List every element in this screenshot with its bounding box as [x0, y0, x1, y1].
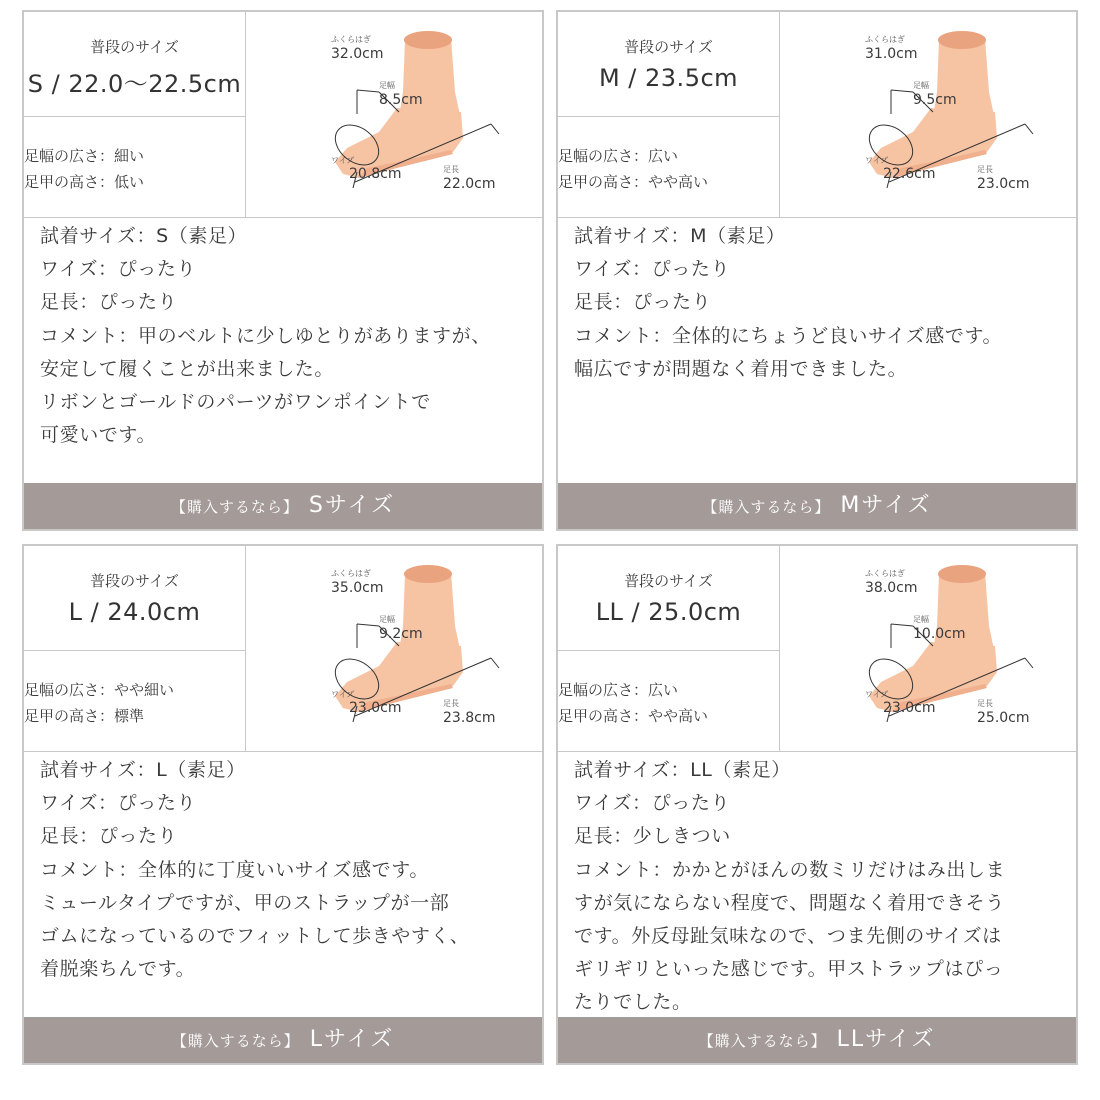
usual-size-box — [24, 12, 245, 117]
foot-measurement-diagram — [247, 12, 542, 217]
foot-width-value: 9.2cm — [379, 626, 423, 642]
review-line: ゴムになっているのでフィットして歩きやすく、 — [40, 925, 470, 948]
buy-recommendation-bar — [558, 483, 1076, 529]
profile-column — [24, 546, 246, 751]
instep-height-text: 足甲の高さ：標準 — [24, 707, 145, 725]
length-caption: 足長 — [443, 699, 459, 708]
review-line: 可愛いです。 — [40, 424, 157, 447]
usual-size-box — [24, 546, 245, 651]
length-value: 25.0cm — [977, 710, 1030, 726]
size-review-card — [22, 544, 544, 1065]
wise-caption: ワイズ — [331, 690, 355, 699]
foot-width-value: 9.5cm — [913, 92, 957, 108]
size-review-card — [556, 10, 1078, 531]
buy-recommendation-bar — [558, 1017, 1076, 1063]
foot-width-text: 足幅の広さ：やや細い — [24, 681, 175, 699]
review-line: 足長：ぴったり — [40, 825, 178, 848]
foot-illustration — [247, 546, 542, 751]
buy-size-label: Sサイズ — [308, 493, 396, 518]
usual-size-label: 普段のサイズ — [90, 572, 179, 590]
foot-width-text: 足幅の広さ：広い — [558, 681, 679, 699]
size-review-card — [556, 544, 1078, 1065]
foot-shape-box — [24, 117, 245, 217]
length-value: 22.0cm — [443, 176, 496, 192]
foot-width-text: 足幅の広さ：細い — [24, 147, 145, 165]
review-line: 試着サイズ：L（素足） — [40, 759, 246, 781]
calf-value: 31.0cm — [865, 46, 918, 62]
profile-column — [24, 12, 246, 217]
foot-width-caption: 足幅 — [913, 615, 929, 624]
wise-value: 23.0cm — [883, 700, 936, 716]
wise-value: 22.6cm — [883, 166, 936, 182]
card-header — [558, 546, 1076, 752]
foot-width-text: 足幅の広さ：広い — [558, 147, 679, 165]
foot-illustration — [781, 12, 1076, 217]
calf-value: 35.0cm — [331, 580, 384, 596]
foot-width-value: 10.0cm — [913, 626, 966, 642]
review-line: 安定して履くことが出来ました。 — [40, 357, 335, 380]
usual-size-value: S / 22.0〜22.5cm — [27, 70, 242, 98]
review-line: リボンとゴールドのパーツがワンポイントで — [40, 391, 431, 414]
profile-column — [558, 546, 780, 751]
usual-size-value: LL / 25.0cm — [595, 598, 742, 626]
foot-width-caption: 足幅 — [379, 615, 395, 624]
review-line: 幅広ですが問題なく着用できました。 — [574, 357, 908, 380]
review-line: 着脱楽ちんです。 — [40, 958, 196, 981]
foot-shape-box — [24, 651, 245, 751]
buy-prefix-label: 【購入するなら】 — [171, 1032, 300, 1050]
length-caption: 足長 — [977, 699, 993, 708]
foot-width-caption: 足幅 — [913, 81, 929, 90]
review-text — [574, 220, 1074, 386]
length-caption: 足長 — [977, 165, 993, 174]
review-line: 試着サイズ：LL（素足） — [574, 759, 791, 781]
foot-measurement-diagram — [247, 546, 542, 751]
review-line: ギリギリといった感じです。甲ストラップはぴっ — [574, 958, 1004, 981]
buy-recommendation-bar — [24, 1017, 542, 1063]
usual-size-value: M / 23.5cm — [598, 64, 739, 92]
buy-recommendation-bar — [24, 483, 542, 529]
card-header — [24, 546, 542, 752]
length-value: 23.8cm — [443, 710, 496, 726]
card-header — [558, 12, 1076, 218]
buy-prefix-label: 【購入するなら】 — [698, 1032, 827, 1050]
calf-value: 32.0cm — [331, 46, 384, 62]
review-line: ワイズ：ぴったり — [574, 258, 731, 281]
usual-size-value: L / 24.0cm — [68, 598, 201, 626]
review-line: 足長：少しきつい — [574, 825, 731, 848]
foot-width-caption: 足幅 — [379, 81, 395, 90]
instep-height-text: 足甲の高さ：低い — [24, 173, 145, 191]
buy-size-label: Mサイズ — [840, 493, 932, 518]
review-line: ワイズ：ぴったり — [40, 258, 197, 281]
instep-height-text: 足甲の高さ：やや高い — [558, 173, 709, 191]
review-line: です。外反母趾気味なので、つま先側のサイズは — [574, 925, 1002, 948]
foot-measurement-diagram — [781, 546, 1076, 751]
review-line: たりでした。 — [574, 991, 692, 1014]
profile-column — [558, 12, 780, 217]
usual-size-label: 普段のサイズ — [90, 38, 179, 56]
foot-shape-box — [558, 651, 779, 751]
review-line: すが気にならない程度で、問題なく着用できそう — [574, 891, 1005, 914]
review-line: コメント：全体的にちょうど良いサイズ感です。 — [574, 324, 1003, 347]
review-line: コメント：全体的に丁度いいサイズ感です。 — [40, 858, 429, 881]
review-text — [574, 754, 1074, 1020]
review-line: 試着サイズ：M（素足） — [574, 225, 786, 247]
review-line: 足長：ぴったり — [40, 291, 178, 314]
wise-value: 23.0cm — [349, 700, 402, 716]
buy-size-label: Lサイズ — [309, 1027, 395, 1052]
usual-size-label: 普段のサイズ — [624, 572, 713, 590]
buy-prefix-label: 【購入するなら】 — [702, 498, 831, 516]
foot-illustration — [247, 12, 542, 217]
calf-value: 38.0cm — [865, 580, 918, 596]
usual-size-box — [558, 546, 779, 651]
wise-caption: ワイズ — [331, 156, 355, 165]
foot-illustration — [781, 546, 1076, 751]
usual-size-label: 普段のサイズ — [624, 38, 713, 56]
buy-prefix-label: 【購入するなら】 — [170, 498, 299, 516]
review-line: ワイズ：ぴったり — [40, 792, 197, 815]
review-line: ワイズ：ぴったり — [574, 792, 731, 815]
foot-shape-box — [558, 117, 779, 217]
wise-value: 20.8cm — [349, 166, 402, 182]
review-line: 足長：ぴったり — [574, 291, 712, 314]
foot-width-value: 8.5cm — [379, 92, 423, 108]
foot-measurement-diagram — [781, 12, 1076, 217]
calf-caption: ふくらはぎ — [331, 35, 371, 44]
review-line: コメント：甲のベルトに少しゆとりがありますが、 — [40, 324, 491, 347]
length-value: 23.0cm — [977, 176, 1030, 192]
review-text — [40, 754, 540, 986]
review-text — [40, 220, 540, 452]
review-line: コメント：かかとがほんの数ミリだけはみ出しま — [574, 858, 1006, 881]
usual-size-box — [558, 12, 779, 117]
card-header — [24, 12, 542, 218]
calf-caption: ふくらはぎ — [865, 569, 905, 578]
instep-height-text: 足甲の高さ：やや高い — [558, 707, 709, 725]
buy-size-label: LLサイズ — [836, 1027, 936, 1052]
length-caption: 足長 — [443, 165, 459, 174]
size-review-card — [22, 10, 544, 531]
review-line: ミュールタイプですが、甲のストラップが一部 — [40, 891, 450, 914]
calf-caption: ふくらはぎ — [331, 569, 371, 578]
calf-caption: ふくらはぎ — [865, 35, 905, 44]
wise-caption: ワイズ — [865, 690, 889, 699]
wise-caption: ワイズ — [865, 156, 889, 165]
review-line: 試着サイズ：S（素足） — [40, 225, 248, 247]
